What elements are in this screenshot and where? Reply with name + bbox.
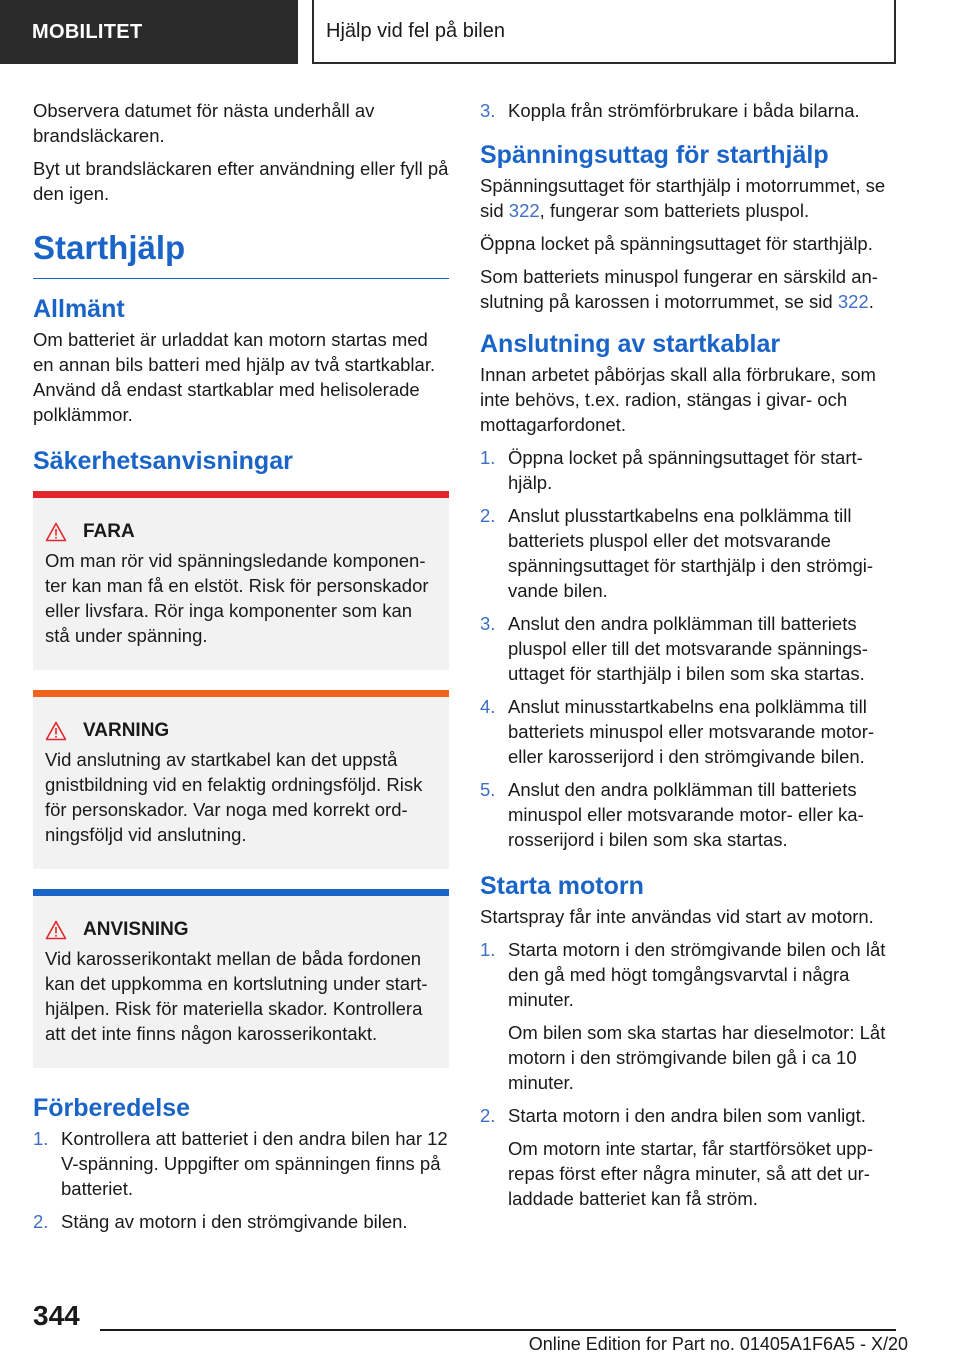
list-body — [508, 1103, 892, 1211]
right-column — [480, 98, 892, 1219]
forberedelse-list — [33, 1126, 449, 1234]
varning-text: Vid anslutning av startkabel kan det uppstå gnistbildning vid en felaktig ordningsföljd. Risk för personskador. Var noga med korrekt ordningsföljd vid anslutning. — [45, 749, 423, 845]
list-item — [480, 937, 892, 1095]
varning-title-row — [39, 719, 435, 743]
spanning-heading: Spänningsuttag för starthjälp — [480, 141, 829, 169]
list-number: 2. — [33, 1211, 49, 1232]
list-text: Anslut minusstartkabelns ena polklämma till batteriets minuspol eller motsvarande motor- eller karosserijord i den strömgivande bilen. — [508, 696, 875, 767]
page-number: 344 — [33, 1300, 80, 1331]
list-number: 1. — [33, 1128, 49, 1149]
list-number: 2. — [480, 505, 496, 526]
anslutning-text: Innan arbetet påbörjas skall alla förbrukare, som inte behövs, t.ex. radion, stängas i givar- och mottagarfordonet. — [480, 364, 876, 435]
anvisning-title: ANVISNING — [83, 919, 189, 940]
list-number: 5. — [480, 779, 496, 800]
page-footer — [0, 1296, 960, 1362]
footer-divider — [100, 1329, 896, 1331]
list-text: Kontrollera att batteriet i den andra bilen har 12 V-spänning. Uppgifter om spänningen finns på batteriet. — [61, 1128, 448, 1199]
spanning-text-2: Öppna locket på spänningsuttaget för starthjälp. — [480, 233, 873, 254]
fara-title: FARA — [83, 521, 135, 542]
list-text: Koppla från strömförbrukare i båda bilarna. — [508, 100, 860, 121]
list-text: Anslut den andra polklämman till batteriets minuspol eller motsvarande motor- eller karosserijord i bilen som ska startas. — [508, 779, 864, 850]
spanning-text-1: Spänningsuttaget för starthjälp i motorrummet, se sid 322, fungerar som batteriets pluspol. — [480, 175, 886, 221]
anslutning-heading: Anslutning av startkablar — [480, 330, 781, 358]
varning-title: VARNING — [83, 720, 170, 741]
allmant-heading: Allmänt — [33, 295, 125, 323]
list-number: 3. — [480, 100, 496, 121]
list-item — [480, 694, 892, 769]
list-text: Starta motorn i den strömgivande bilen och låt den gå med högt tomgångsvarvtal i några minuter. — [508, 939, 886, 1010]
intro-text-2: Byt ut brandsläckaren efter användning eller fyll på den igen. — [33, 158, 449, 204]
list-item — [480, 777, 892, 852]
starta-list — [480, 937, 892, 1211]
list-extra-text: Om bilen som ska startas har dieselmotor: Låt motorn i den strömgivande bilen gå i ca 10 minuter. — [508, 1022, 886, 1093]
list-number: 4. — [480, 696, 496, 717]
list-text: Anslut den andra polklämman till batteriets pluspol eller till det motsvarande spänningsuttaget för starthjälp i bilen som ska startas. — [508, 613, 868, 684]
list-item — [33, 1126, 449, 1201]
list-extra-text: Om motorn inte startar, får startförsöket upprepas först efter några minuter, så att det urladdade batteriet kan få ström. — [508, 1138, 874, 1209]
fara-title-row — [39, 520, 435, 544]
warning-triangle-icon — [45, 522, 67, 542]
list-number: 3. — [480, 613, 496, 634]
edition-label: Online Edition for Part no. 01405A1F6A5 - X/20 — [528, 1334, 908, 1354]
list-item — [480, 503, 892, 603]
list-text: Starta motorn i den andra bilen som vanligt. — [508, 1105, 866, 1126]
anslutning-list — [480, 445, 892, 852]
list-text: Stäng av motorn i den strömgivande bilen. — [61, 1211, 408, 1232]
list-item — [480, 1103, 892, 1211]
left-column — [33, 98, 449, 1242]
forberedelse-list-continued — [480, 98, 892, 123]
warning-triangle-icon — [45, 920, 67, 940]
chapter-label: Hjälp vid fel på bilen — [312, 0, 896, 64]
section-label: MOBILITET — [0, 0, 298, 64]
list-number: 1. — [480, 447, 496, 468]
page-header — [0, 0, 960, 66]
sakerhet-heading: Säkerhetsanvisningar — [33, 447, 293, 475]
starta-text: Startspray får inte användas vid start av motorn. — [480, 906, 874, 927]
anvisning-title-row — [39, 918, 435, 942]
anvisning-notice — [33, 889, 449, 1068]
list-text: Anslut plusstartkabelns ena polklämma till batteriets pluspol eller det motsvarande spänningsuttaget för starthjälp i den strömgivande bilen. — [508, 505, 874, 601]
fara-notice — [33, 491, 449, 670]
intro-text-1: Observera datumet för nästa underhåll av brandsläckaren. — [33, 100, 375, 146]
list-item — [480, 98, 892, 123]
fara-text: Om man rör vid spänningsledande komponenter kan man få en elstöt. Risk för personskador eller livsfara. Rör inga komponenter som kan stå under spänning. — [45, 550, 429, 646]
warning-triangle-icon — [45, 721, 67, 741]
varning-notice — [33, 690, 449, 869]
list-number: 1. — [480, 939, 496, 960]
list-text: Öppna locket på spänningsuttaget för starthjälp. — [508, 447, 863, 493]
chapter-title: Starthjälp — [33, 228, 449, 279]
list-item — [480, 611, 892, 686]
spanning-text-3: Som batteriets minuspol fungerar en särskild anslutning på karossen i motorrummet, se sid 322. — [480, 266, 878, 312]
allmant-text: Om batteriet är urladdat kan motorn startas med en annan bils batteri med hjälp av två startkablar. Använd då endast startkablar med helisolerade polklämmor. — [33, 329, 436, 425]
page-ref-link[interactable]: 322 — [508, 200, 540, 221]
starta-heading: Starta motorn — [480, 872, 644, 900]
list-number: 2. — [480, 1105, 496, 1126]
forberedelse-heading: Förberedelse — [33, 1094, 191, 1122]
list-item — [480, 445, 892, 495]
list-item — [33, 1209, 449, 1234]
anvisning-text: Vid karosserikontakt mellan de båda fordonen kan det uppkomma en kortslutning under starthjälpen. Risk för materiella skador. Kontrollera att det inte finns någon karosserikontakt. — [45, 948, 428, 1044]
page-ref-link[interactable]: 322 — [837, 291, 869, 312]
list-body — [508, 937, 892, 1095]
